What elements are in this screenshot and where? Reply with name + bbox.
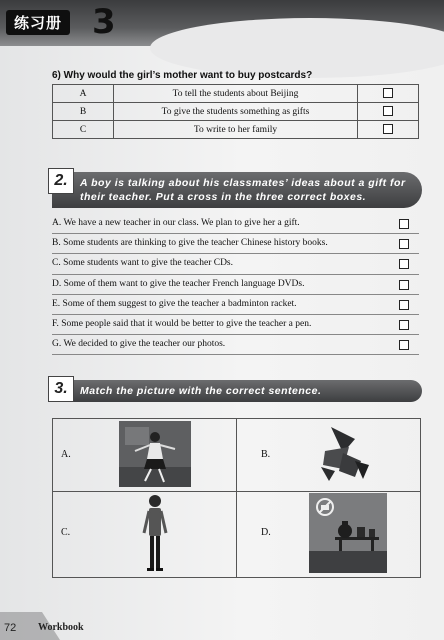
option-text: To write to her family (114, 121, 358, 139)
book-title: Workbook (38, 622, 84, 633)
list-item (52, 335, 419, 355)
option-text: To give the students something as gifts (114, 103, 358, 121)
statement-text: F. Some people said that it would be better to give the teacher a pen. (52, 318, 312, 329)
answer-checkbox[interactable] (399, 320, 409, 330)
list-item (52, 214, 419, 234)
answer-checkbox[interactable] (399, 239, 409, 249)
section-2-statements (52, 214, 419, 355)
picture-matching-grid (52, 418, 421, 578)
section-3-number: 3. (48, 376, 74, 402)
section-3-instruction: Match the picture with the correct sentence. (80, 385, 322, 397)
answer-checkbox[interactable] (399, 280, 409, 290)
section-3-banner (52, 380, 422, 402)
list-item (52, 234, 419, 254)
statement-text: C. Some students want to give the teacher CDs. (52, 258, 233, 269)
table-row (53, 103, 419, 121)
section-2-number: 2. (48, 168, 74, 194)
option-text: To tell the students about Beijing (114, 85, 358, 103)
chapter-label: 练习册 (6, 10, 70, 35)
answer-checkbox[interactable] (399, 340, 409, 350)
standing-boy-picture[interactable] (141, 493, 169, 575)
answer-checkbox[interactable] (399, 259, 409, 269)
option-letter: C (53, 121, 114, 139)
picture-label-d: D. (261, 527, 271, 538)
answer-checkbox[interactable] (358, 103, 419, 121)
picture-label-b: B. (261, 449, 271, 460)
list-item (52, 254, 419, 274)
tangram-figure-picture[interactable] (315, 421, 371, 487)
answer-checkbox[interactable] (399, 300, 409, 310)
chapter-number: 3 (92, 2, 116, 42)
section-2-banner (52, 172, 422, 208)
picture-label-a: A. (61, 449, 71, 460)
list-item (52, 315, 419, 335)
option-letter: A (53, 85, 114, 103)
page-number: 72 (4, 622, 17, 634)
statement-text: A. We have a new teacher in our class. We plan to give her a gift. (52, 218, 300, 228)
statement-text: B. Some students are thinking to give the teacher Chinese history books. (52, 238, 328, 249)
section-2-instruction: A boy is talking about his classmates’ ideas about a gift for their teacher. Put a cross in the three correct boxes. (80, 177, 406, 203)
museum-shelf-picture[interactable] (309, 493, 387, 573)
list-item (52, 295, 419, 315)
answer-checkbox[interactable] (358, 121, 419, 139)
picture-label-c: C. (61, 527, 71, 538)
answer-checkbox[interactable] (358, 85, 419, 103)
statement-text: G. We decided to give the teacher our photos. (52, 339, 226, 350)
q6-options-table (52, 84, 419, 139)
option-letter: B (53, 103, 114, 121)
question-6: 6) Why would the girl’s mother want to buy postcards? (52, 70, 313, 81)
statement-text: E. Some of them suggest to give the teacher a badminton racket. (52, 298, 297, 309)
statement-text: D. Some of them want to give the teacher French language DVDs. (52, 278, 305, 289)
answer-checkbox[interactable] (399, 219, 409, 229)
table-row (53, 121, 419, 139)
list-item (52, 275, 419, 295)
chapter-header-band (0, 0, 444, 46)
table-row (53, 85, 419, 103)
dancing-girl-picture[interactable] (119, 421, 191, 487)
